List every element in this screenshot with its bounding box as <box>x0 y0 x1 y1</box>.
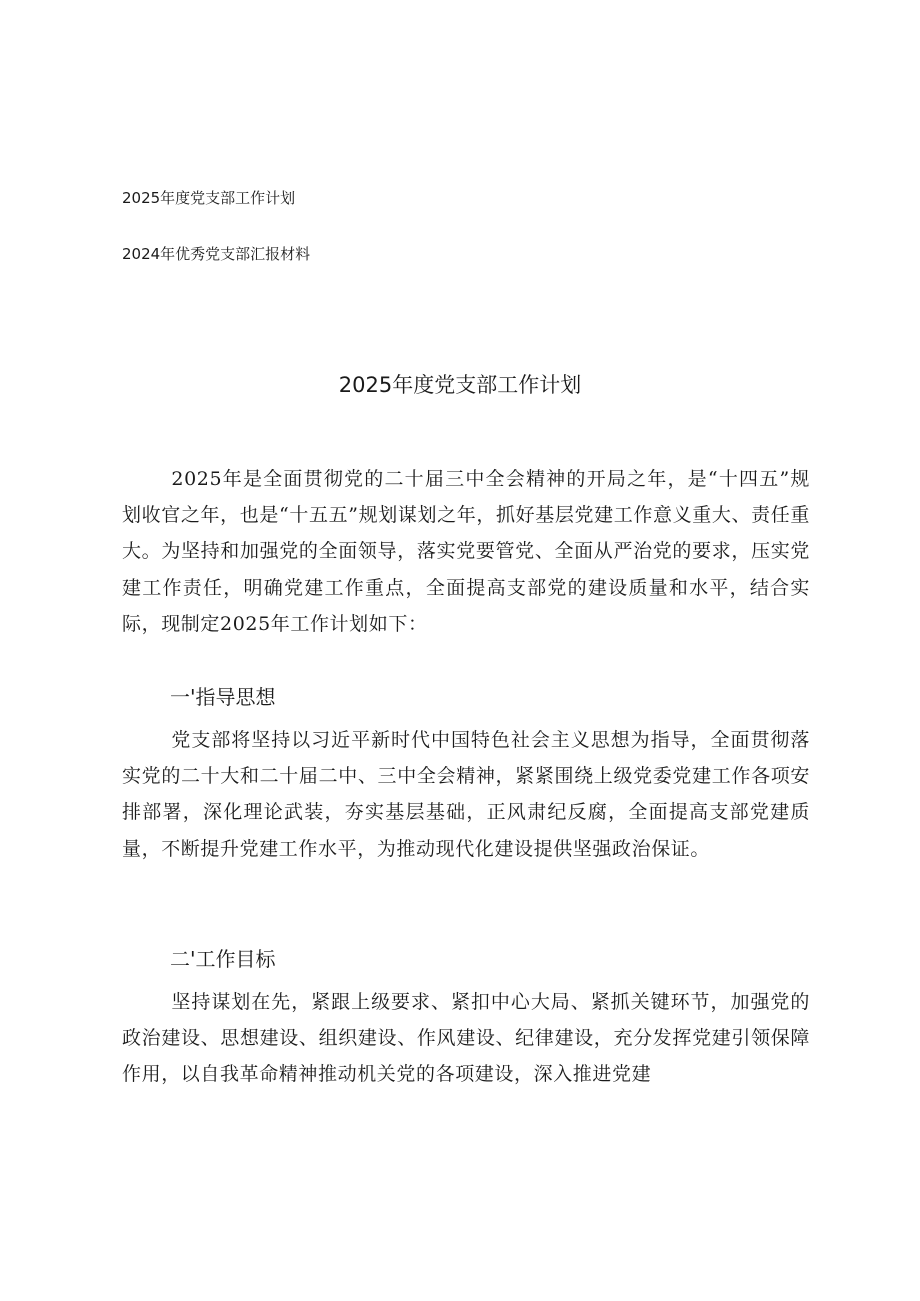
toc-item-report-material: 2024年优秀党支部汇报材料 <box>122 245 311 263</box>
toc-item-work-plan: 2025年度党支部工作计划 <box>122 189 296 207</box>
intro-paragraph: 2025年是全面贯彻党的二十届三中全会精神的开局之年，是“十四五”规划收官之年，也是“十五五”规划谋划之年，抓好基层党建工作意义重大、责任重大。为坚持和加强党的全面领导，落实党要管党、全面从严治党的要求，压实党建工作责任，明确党建工作重点，全面提高支部党的建设质量和水平，结合实际，现制定2025年工作计划如下： <box>122 468 810 635</box>
section-heading-work-goals: 二'工作目标 <box>170 947 276 971</box>
guiding-ideology-paragraph: 党支部将坚持以习近平新时代中国特色社会主义思想为指导，全面贯彻落实党的二十大和二十届二中、三中全会精神，紧紧围绕上级党委党建工作各项安排部署，深化理论武装，夯实基层基础，正风肃纪反腐，全面提高支部党建质量，不断提升党建工作水平，为推动现代化建设提供坚强政治保证。 <box>122 729 810 860</box>
document-title: 2025年度党支部工作计划 <box>338 373 582 397</box>
work-goals-paragraph: 坚持谋划在先，紧跟上级要求、紧扣中心大局、紧抓关键环节，加强党的政治建设、思想建设、组织建设、作风建设、纪律建设，充分发挥党建引领保障作用，以自我革命精神推动机关党的各项建设，深入推进党建 <box>122 991 810 1086</box>
section-heading-guiding-ideology: 一'指导思想 <box>170 685 276 709</box>
